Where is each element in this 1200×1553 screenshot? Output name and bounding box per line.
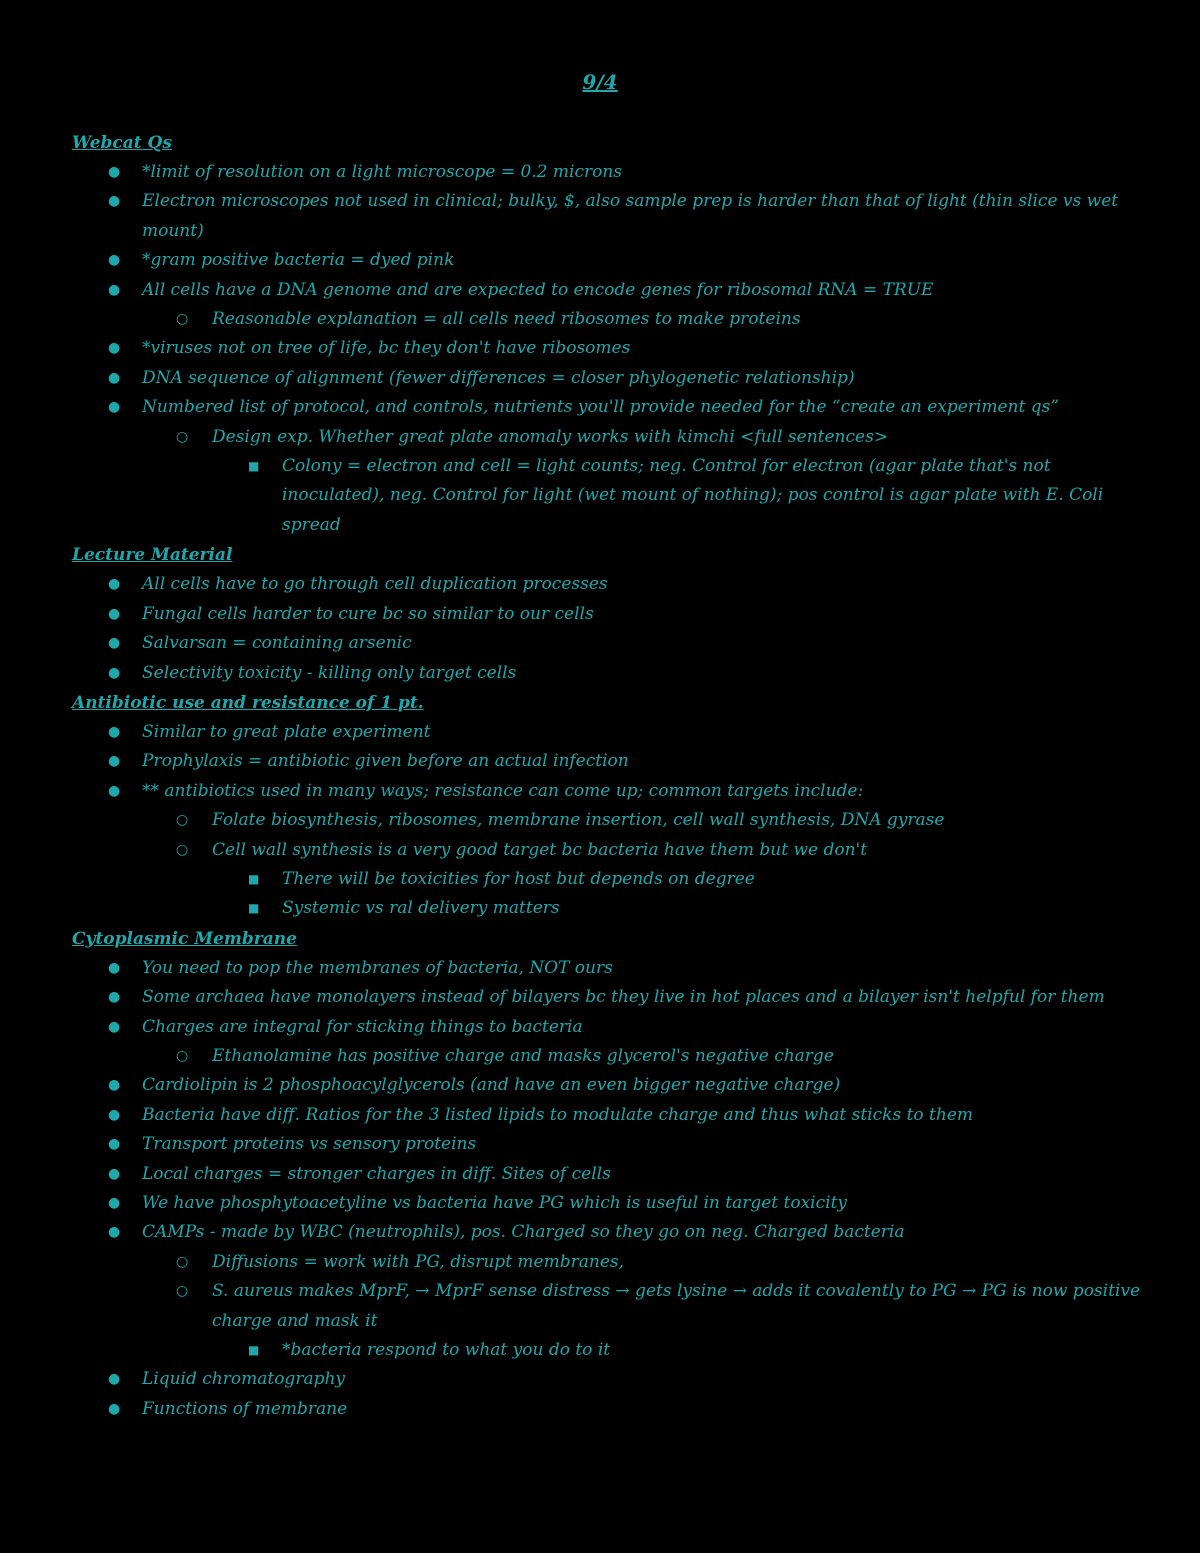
list-item-text: DNA sequence of alignment (fewer differences = closer phylogenetic relationship) bbox=[142, 367, 855, 388]
bullet-disc-icon: ● bbox=[108, 399, 121, 416]
list-item-text: Fungal cells harder to cure bc so similar to our cells bbox=[142, 603, 594, 624]
bullet-disc-icon: ● bbox=[108, 1165, 121, 1182]
list-item-text: Reasonable explanation = all cells need ribosomes to make proteins bbox=[212, 309, 801, 330]
bullet-disc-icon: ● bbox=[108, 281, 121, 298]
list-item-text: Charges are integral for sticking things to bacteria bbox=[142, 1016, 583, 1037]
list-item bbox=[72, 1071, 1142, 1100]
bullet-disc-icon: ● bbox=[108, 1371, 121, 1388]
bullet-disc-icon: ● bbox=[108, 605, 121, 622]
list-item-text: Electron microscopes not used in clinical; bulky, $, also sample prep is harder than that of light (thin slice vs wet mount) bbox=[142, 191, 1119, 241]
bullet-circle-icon: ○ bbox=[176, 1047, 189, 1064]
list-item bbox=[72, 1336, 1142, 1365]
list-item bbox=[72, 1277, 1142, 1336]
bullet-disc-icon: ● bbox=[108, 959, 121, 976]
list-item-text: Colony = electron and cell = light counts; neg. Control for electron (agar plate that's not inoculated), neg. Control for light (wet mount of nothing); pos control is agar plate with E. Coli spread bbox=[282, 456, 1104, 535]
bullet-circle-icon: ○ bbox=[176, 311, 189, 328]
list-item-text: Diffusions = work with PG, disrupt membranes, bbox=[212, 1251, 625, 1272]
list-item bbox=[72, 1248, 1142, 1277]
bullet-disc-icon: ● bbox=[108, 340, 121, 357]
bullet-disc-icon: ● bbox=[108, 664, 121, 681]
list-item bbox=[72, 659, 1142, 688]
list-item bbox=[72, 187, 1142, 246]
list-item bbox=[72, 777, 1142, 806]
list-item bbox=[72, 894, 1142, 923]
list-item bbox=[72, 452, 1142, 540]
list-item-text: Design exp. Whether great plate anomaly works with kimchi <full sentences> bbox=[212, 426, 889, 447]
list-item bbox=[72, 1160, 1142, 1189]
bullet-square-icon: ■ bbox=[248, 901, 260, 916]
notes-body bbox=[72, 128, 1142, 1424]
list-item bbox=[72, 983, 1142, 1012]
list-item bbox=[72, 276, 1142, 305]
bullet-disc-icon: ● bbox=[108, 1106, 121, 1123]
list-item bbox=[72, 1130, 1142, 1159]
bullet-disc-icon: ● bbox=[108, 1018, 121, 1035]
list-item-text: *gram positive bacteria = dyed pink bbox=[142, 250, 455, 271]
bullet-disc-icon: ● bbox=[108, 252, 121, 269]
list-item-text: Prophylaxis = antibiotic given before an actual infection bbox=[142, 751, 629, 772]
bullet-disc-icon: ● bbox=[108, 635, 121, 652]
list-item-text: *limit of resolution on a light microscope = 0.2 microns bbox=[142, 162, 623, 182]
section-heading: Cytoplasmic Membrane bbox=[72, 928, 297, 949]
bullet-disc-icon: ● bbox=[108, 1136, 121, 1153]
bullet-disc-icon: ● bbox=[108, 782, 121, 799]
list-item-text: S. aureus makes MprF, → MprF sense distress → gets lysine → adds it covalently to PG → PG is now positive charge and mask it bbox=[212, 1281, 1141, 1331]
list-item-text: Systemic vs ral delivery matters bbox=[282, 898, 560, 919]
list-item bbox=[72, 305, 1142, 334]
list-item-text: Bacteria have diff. Ratios for the 3 listed lipids to modulate charge and thus what sticks to them bbox=[142, 1104, 973, 1125]
list-item-text: All cells have a DNA genome and are expected to encode genes for ribosomal RNA = TRUE bbox=[142, 279, 934, 300]
list-item-text: Folate biosynthesis, ribosomes, membrane insertion, cell wall synthesis, DNA gyrase bbox=[212, 810, 945, 831]
bullet-square-icon: ■ bbox=[248, 1343, 260, 1358]
bullet-square-icon: ■ bbox=[248, 459, 260, 474]
page-title: 9/4 bbox=[582, 70, 618, 94]
bullet-disc-icon: ● bbox=[108, 1224, 121, 1241]
bullet-disc-icon: ● bbox=[108, 164, 121, 180]
bullet-circle-icon: ○ bbox=[176, 428, 189, 445]
list-item bbox=[72, 334, 1142, 363]
bullet-square-icon: ■ bbox=[248, 871, 260, 886]
list-item bbox=[72, 1042, 1142, 1071]
list-item-text: All cells have to go through cell duplication processes bbox=[142, 574, 608, 595]
list-item bbox=[72, 1013, 1142, 1042]
bullet-disc-icon: ● bbox=[108, 1077, 121, 1094]
list-item-text: Ethanolamine has positive charge and masks glycerol's negative charge bbox=[212, 1045, 834, 1066]
list-item-text: Numbered list of protocol, and controls, nutrients you'll provide needed for the “create an experiment qs” bbox=[142, 397, 1060, 418]
list-item-text: You need to pop the membranes of bacteria, NOT ours bbox=[142, 957, 613, 978]
section-heading: Webcat Qs bbox=[72, 133, 172, 153]
list-item bbox=[72, 1218, 1142, 1247]
list-item-text: Cell wall synthesis is a very good target bc bacteria have them but we don't bbox=[212, 839, 868, 860]
list-item bbox=[72, 423, 1142, 452]
list-item-text: Functions of membrane bbox=[142, 1398, 348, 1419]
bullet-circle-icon: ○ bbox=[176, 812, 189, 829]
bullet-disc-icon: ● bbox=[108, 723, 121, 740]
list-item bbox=[72, 806, 1142, 835]
list-item-text: Similar to great plate experiment bbox=[142, 721, 431, 742]
list-item bbox=[72, 158, 1142, 187]
bullet-disc-icon: ● bbox=[108, 989, 121, 1006]
list-item bbox=[72, 865, 1142, 894]
list-item bbox=[72, 1189, 1142, 1218]
list-item bbox=[72, 836, 1142, 865]
bullet-disc-icon: ● bbox=[108, 1400, 121, 1417]
list-item-text: Liquid chromatography bbox=[142, 1369, 346, 1390]
bullet-disc-icon: ● bbox=[108, 1195, 121, 1211]
list-item bbox=[72, 1365, 1142, 1394]
list-item-text: Salvarsan = containing arsenic bbox=[142, 633, 412, 654]
bullet-circle-icon: ○ bbox=[176, 1253, 189, 1270]
bullet-circle-icon: ○ bbox=[176, 1283, 189, 1300]
list-item bbox=[72, 1395, 1142, 1424]
list-item-text: CAMPs - made by WBC (neutrophils), pos. Charged so they go on neg. Charged bacteria bbox=[142, 1222, 905, 1243]
list-item bbox=[72, 629, 1142, 658]
list-item bbox=[72, 364, 1142, 393]
list-item bbox=[72, 954, 1142, 983]
list-item-text: Local charges = stronger charges in diff. Sites of cells bbox=[142, 1163, 611, 1184]
list-item bbox=[72, 747, 1142, 776]
list-item bbox=[72, 246, 1142, 275]
list-item-text: Some archaea have monolayers instead of bilayers bc they live in hot places and a bilayer isn't helpful for them bbox=[142, 987, 1105, 1008]
list-item-text: Cardiolipin is 2 phosphoacylglycerols (and have an even bigger negative charge) bbox=[142, 1075, 841, 1096]
list-item bbox=[72, 570, 1142, 599]
section-heading: Lecture Material bbox=[72, 545, 233, 566]
list-item-text: Transport proteins vs sensory proteins bbox=[142, 1134, 477, 1155]
list-item bbox=[72, 600, 1142, 629]
list-item-text: There will be toxicities for host but depends on degree bbox=[282, 868, 755, 889]
bullet-disc-icon: ● bbox=[108, 576, 121, 593]
bullet-circle-icon: ○ bbox=[176, 841, 189, 858]
bullet-disc-icon: ● bbox=[108, 753, 121, 770]
list-item bbox=[72, 718, 1142, 747]
list-item-text: Selectivity toxicity - killing only target cells bbox=[142, 662, 517, 683]
list-item-text: *bacteria respond to what you do to it bbox=[282, 1340, 611, 1361]
list-item-text: ** antibiotics used in many ways; resistance can come up; common targets include: bbox=[142, 780, 864, 801]
section-heading: Antibiotic use and resistance of 1 pt. bbox=[72, 692, 424, 713]
list-item bbox=[72, 393, 1142, 422]
list-item bbox=[72, 1101, 1142, 1130]
list-item-text: We have phosphytoacetyline vs bacteria have PG which is useful in target toxicity bbox=[142, 1193, 848, 1213]
bullet-disc-icon: ● bbox=[108, 369, 121, 386]
bullet-disc-icon: ● bbox=[108, 193, 121, 210]
list-item-text: *viruses not on tree of life, bc they don't have ribosomes bbox=[142, 338, 631, 359]
